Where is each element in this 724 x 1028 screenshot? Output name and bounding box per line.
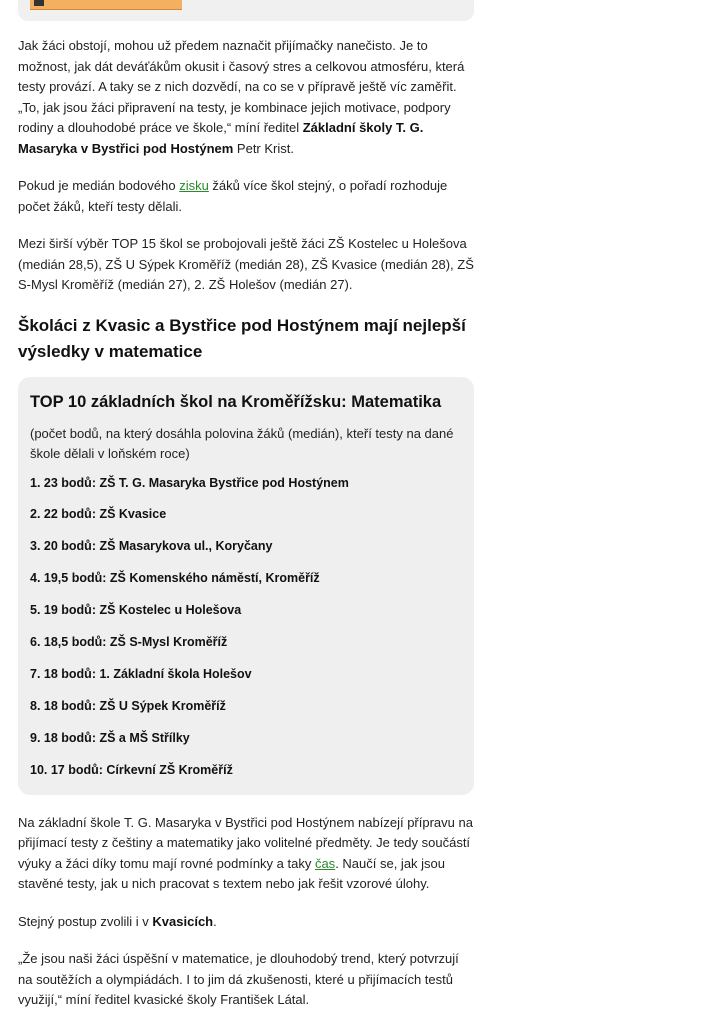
- article-image-edge[interactable]: [30, 0, 182, 10]
- paragraph-kvasice: [18, 912, 474, 933]
- ranking-item: 4. 19,5 bodů: ZŠ Komenského náměstí, Kroměříž: [30, 571, 320, 586]
- paragraph-intro: [18, 36, 474, 159]
- paragraph-median: [18, 176, 474, 217]
- article-body: [18, 36, 474, 1028]
- paragraph-kvasice-after: .: [213, 913, 217, 929]
- paragraph-preparation: [18, 813, 474, 895]
- ranking-item: 2. 22 bodů: ZŠ Kvasice: [30, 507, 167, 522]
- ranking-title: TOP 10 základních škol na Kroměřížsku: Matematika: [30, 392, 442, 411]
- ranking-intro: (počet bodů, na který dosáhla polovina žáků (medián), kteří testy na dané škole dělali v loňském roce): [30, 425, 454, 461]
- ranking-item: 7. 18 bodů: 1. Základní škola Holešov: [30, 666, 252, 681]
- paragraph-median-before: Pokud je medián bodového: [18, 178, 180, 193]
- paragraph-preparation-before: Na základní škole T. G. Masaryka v Bystřici pod Hostýnem nabízejí přípravu na přijímací testy z češtiny a matematiky jako volitelné předměty. Je tedy součástí výuky a žáci díky tomu mají rovné podmínky a taky: [18, 814, 473, 871]
- zisku-link[interactable]: zisku: [179, 178, 209, 193]
- ranking-item: 5. 19 bodů: ZŠ Kostelec u Holešova: [30, 603, 242, 618]
- paragraph-kvasice-before: Stejný postup zvolili i v: [18, 913, 153, 929]
- ranking-box: [18, 377, 474, 795]
- school-name-bold: Základní školy T. G. Masaryka v Bystřici pod Hostýnem: [18, 120, 424, 156]
- paragraph-intro-text: Jak žáci obstojí, mohou už předem naznačit přijímačky nanečisto. Je to možnost, jak dát deváťákům okusit i časový stres a celkovou atmosféru, která testy provází. A taky se z nich dozvědí, na co se v přípravě ještě víc zaměřit. „To, jak jsou žáci připravení na testy, je kombinace jejich motivace, podpory rodiny a dlouhodobé práce ve škole,“ míní ředitel: [18, 38, 465, 135]
- cas-link[interactable]: čas: [314, 855, 336, 871]
- ranking-item: 8. 18 bodů: ZŠ U Sýpek Kroměříž: [30, 698, 226, 713]
- ranking-item: 3. 20 bodů: ZŠ Masarykova ul., Koryčany: [30, 539, 273, 554]
- kvasice-bold: Kvasicích: [152, 913, 214, 929]
- paragraph-quote: „Že jsou naši žáci úspěšní v matematice, je dlouhodobý trend, který potvrzují na soutěžích a olympiádách. I to jim dá zkušenosti, které u přijímacích testů využijí,“ míní ředitel kvasické školy František Látal.: [18, 951, 459, 1008]
- ranking-list: [30, 475, 462, 779]
- ranking-item: 10. 17 bodů: Církevní ZŠ Kroměříž: [30, 762, 233, 777]
- ranking-item: 9. 18 bodů: ZŠ a MŠ Střílky: [30, 730, 190, 745]
- ranking-item: 6. 18,5 bodů: ZŠ S-Mysl Kroměříž: [30, 634, 228, 649]
- paragraph-median-after: žáků více škol stejný, o pořadí rozhoduje počet žáků, kteří testy dělali.: [18, 178, 448, 214]
- paragraph-intro-tail: Petr Krist.: [233, 140, 294, 156]
- ranking-item: 1. 23 bodů: ZŠ T. G. Masaryka Bystřice pod Hostýnem: [30, 475, 349, 490]
- section-heading: Školáci z Kvasic a Bystřice pod Hostýnem mají nejlepší výsledky v matematice: [18, 315, 466, 361]
- previous-content-box: [18, 0, 474, 21]
- image-dark-detail: [34, 0, 44, 6]
- paragraph-preparation-after: . Naučí se, jak jsou stavěné testy, jak u nich pracovat s textem nebo jak řešit vzorové úlohy.: [18, 855, 446, 892]
- paragraph-top15: Mezi širší výběr TOP 15 škol se probojovali ještě žáci ZŠ Kostelec u Holešova (medián 28,5), ZŠ U Sýpek Kroměříž (medián 28), ZŠ Kvasice (medián 28), ZŠ S-Mysl Kroměříž (medián 27), 2. ZŠ Holešov (medián 27).: [18, 236, 474, 292]
